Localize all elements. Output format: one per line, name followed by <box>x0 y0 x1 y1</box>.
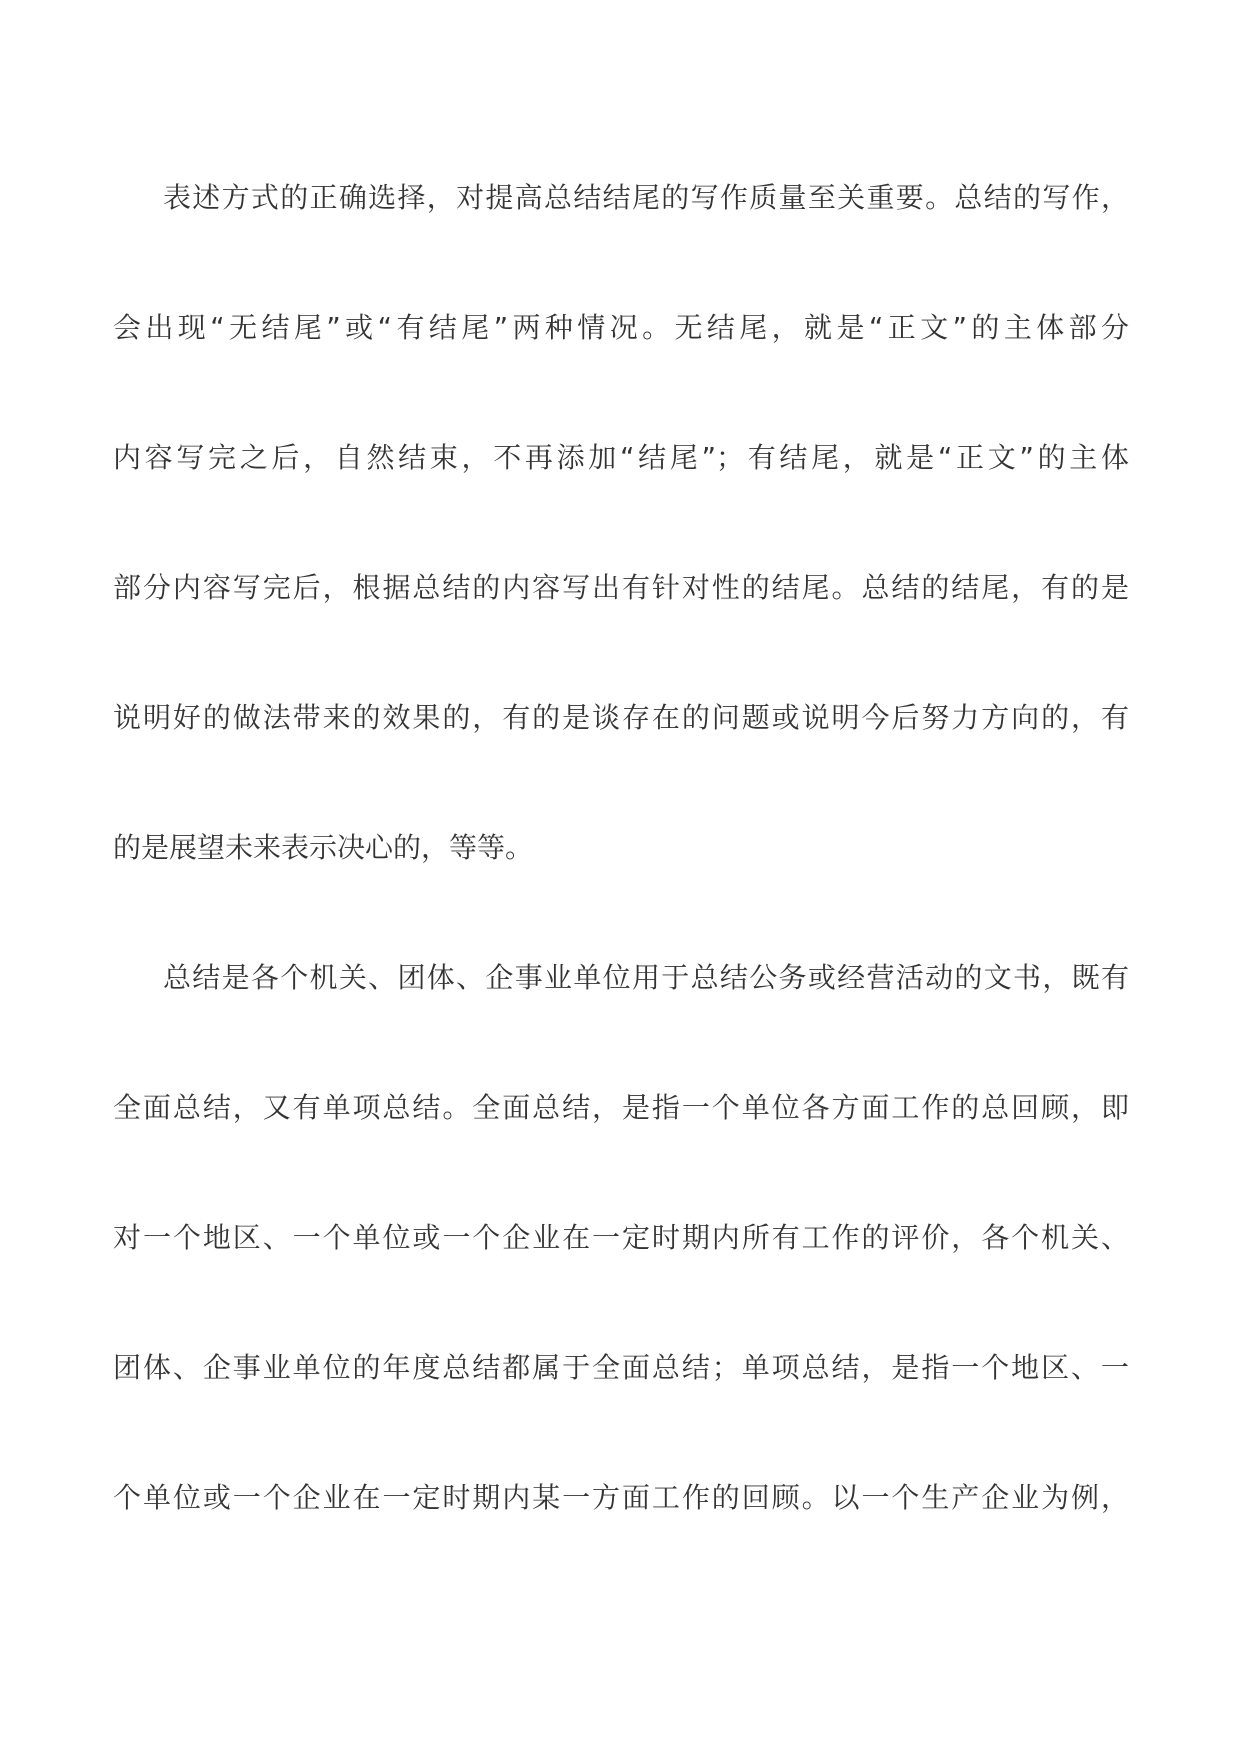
text-line: 会出现“无结尾”或“有结尾”两种情况。无结尾，就是“正文”的主体部分 <box>113 311 1129 344</box>
text-line: 个单位或一个企业在一定时期内某一方面工作的回顾。以一个生产企业为例， <box>113 1481 1129 1514</box>
text-line: 表述方式的正确选择，对提高总结结尾的写作质量至关重要。总结的写作， <box>163 181 1129 214</box>
text-line: 总结是各个机关、团体、企事业单位用于总结公务或经营活动的文书，既有 <box>163 961 1129 994</box>
text-line: 对一个地区、一个单位或一个企业在一定时期内所有工作的评价，各个机关、 <box>113 1221 1129 1254</box>
text-line: 团体、企事业单位的年度总结都属于全面总结；单项总结，是指一个地区、一 <box>113 1351 1129 1384</box>
text-line: 内容写完之后，自然结束，不再添加“结尾”；有结尾，就是“正文”的主体 <box>113 441 1129 474</box>
text-line: 的是展望未来表示决心的，等等。 <box>113 831 534 864</box>
text-line: 部分内容写完后，根据总结的内容写出有针对性的结尾。总结的结尾，有的是 <box>113 571 1129 604</box>
text-line: 全面总结，又有单项总结。全面总结，是指一个单位各方面工作的总回顾，即 <box>113 1091 1129 1124</box>
text-line: 说明好的做法带来的效果的，有的是谈存在的问题或说明今后努力方向的，有 <box>113 701 1129 734</box>
